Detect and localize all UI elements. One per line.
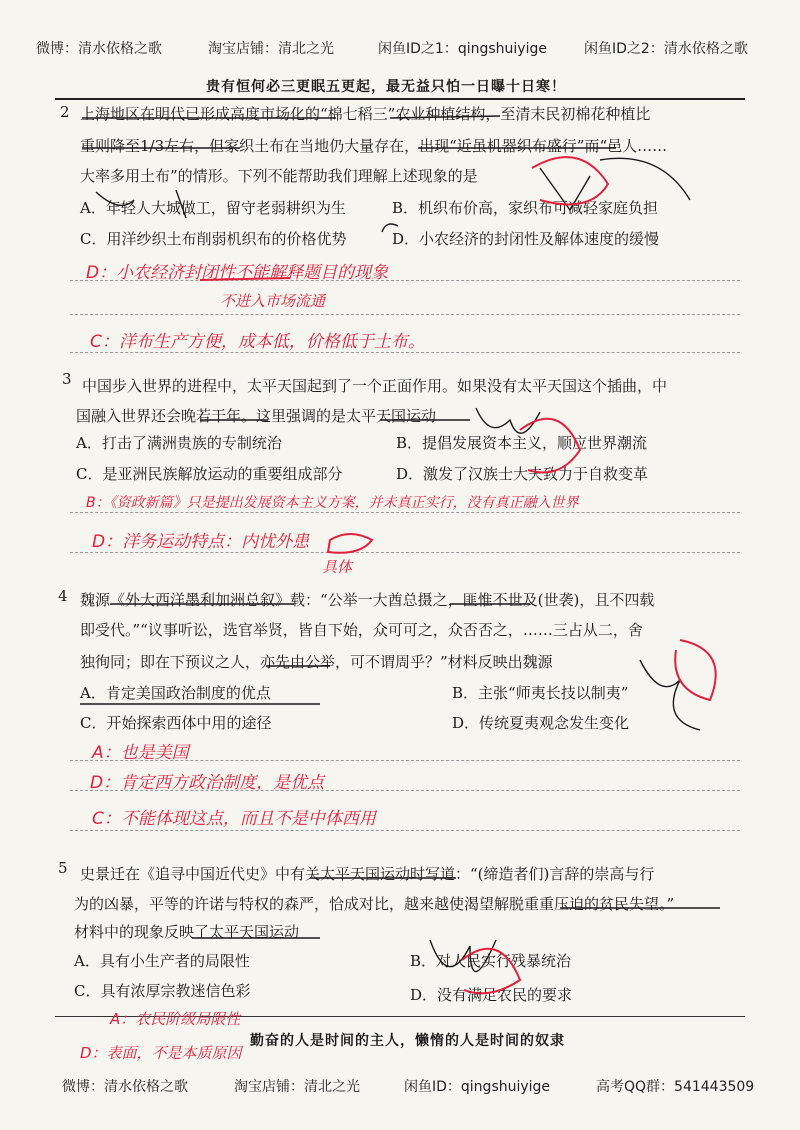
answer-line xyxy=(70,830,740,831)
question-stem-line: 国融入世界还会晚若干年。这里强调的是太平天国运动 xyxy=(76,407,437,425)
handwritten-note: D：表面，不是本质原因 xyxy=(80,1044,242,1062)
question-stem-line: 大率多用土布”的情形。下列不能帮助我们理解上述现象的是 xyxy=(80,167,478,185)
answer-line xyxy=(70,280,740,281)
handwritten-note: 不进入市场流通 xyxy=(220,292,326,310)
option-b: B．对人民实行残暴统治 xyxy=(410,952,572,970)
option-c: C．是亚洲民族解放运动的重要组成部分 xyxy=(76,465,343,483)
question-number: 2 xyxy=(60,103,70,121)
question-stem-line: 史景迁在《追寻中国近代史》中有关太平天国运动时写道：“(缔造者们)言辞的崇高与行 xyxy=(80,865,655,883)
question-stem-line: 即受代。”“议事听讼，选官举贤，皆自下始，众可可之，众否否之，……三占从二，舍 xyxy=(80,621,643,639)
handwritten-note: C：不能体现这点，而且不是中体西用 xyxy=(92,809,376,829)
handwritten-note: B：《资政新篇》只是提出发展资本主义方案，并未真正实行，没有真正融入世界 xyxy=(86,495,579,511)
answer-line xyxy=(70,760,740,761)
question-stem-line: 为的凶暴，平等的许诺与特权的森严，恰成对比，越来越使渴望解脱重重压迫的贫民失望。” xyxy=(74,895,675,913)
circle-mark xyxy=(675,640,715,700)
handwritten-note: 具体 xyxy=(322,558,353,576)
option-a: A．肯定美国政治制度的优点 xyxy=(80,684,271,702)
option-d: D．激发了汉族士大夫致力于自救变革 xyxy=(396,465,649,483)
scribble-mark xyxy=(476,408,540,433)
question-stem-line: 上海地区在明代已形成高度市场化的“棉七稻三”农业种植结构，至清末民初棉花种植比 xyxy=(80,105,651,123)
header-weibo: 微博：清水依格之歌 xyxy=(36,41,162,57)
answer-line xyxy=(70,512,740,513)
footer-xianyu: 闲鱼ID：qingshuiyige xyxy=(404,1079,551,1095)
scribble-mark xyxy=(640,660,700,730)
option-d: D．小农经济的封闭性及解体速度的缓慢 xyxy=(392,230,660,248)
question-stem-line: 中国步入世界的进程中，太平天国起到了一个正面作用。如果没有太平天国这个插曲，中 xyxy=(82,377,668,395)
footer-motto: 勤奋的人是时间的主人，懒惰的人是时间的奴隶 xyxy=(250,1033,565,1049)
answer-line xyxy=(70,790,740,791)
option-a: A．打击了满洲贵族的专制统治 xyxy=(76,434,282,452)
option-d: D．传统夏夷观念发生变化 xyxy=(452,714,630,732)
footer-qq: 高考QQ群：541443509 xyxy=(596,1079,755,1095)
header-motto: 贵有恒何必三更眠五更起，最无益只怕一日曝十日寒！ xyxy=(206,79,566,95)
option-d: D．没有满足农民的要求 xyxy=(410,986,573,1004)
option-a: A．具有小生产者的局限性 xyxy=(74,952,250,970)
option-c: C．开始探索西体中用的途径 xyxy=(80,714,272,732)
option-b: B．机织布价高，家织布可减轻家庭负担 xyxy=(392,199,659,217)
handwritten-note: D：肯定西方政治制度，是优点 xyxy=(90,773,325,793)
circle-mark xyxy=(328,534,372,553)
footer-taobao: 淘宝店铺：清北之光 xyxy=(234,1079,360,1095)
handwritten-note: D：小农经济封闭性不能解释题目的现象 xyxy=(86,263,389,283)
question-number: 4 xyxy=(58,587,68,605)
question-stem-line: 重则降至1/3左右，但家织土布在当地仍大量存在，出现“近虽机器织布盛行”而“邑人…… xyxy=(80,137,668,155)
question-stem-line: 魏源《外大西洋墨利加洲总叙》载：“公举一大酋总摄之，匪惟不世及(世袭)，且不四载 xyxy=(80,591,655,609)
option-c: C．具有浓厚宗教迷信色彩 xyxy=(74,982,251,1000)
answer-line xyxy=(70,552,740,553)
handwritten-note: C：洋布生产方便，成本低，价格低于土布。 xyxy=(90,332,425,352)
option-b: B．提倡发展资本主义，顺应世界潮流 xyxy=(396,434,648,452)
answer-line xyxy=(70,314,740,315)
handwritten-note: A：农民阶级局限性 xyxy=(110,1010,241,1028)
header-xianyu-2: 闲鱼ID之2：清水依格之歌 xyxy=(584,41,748,57)
option-c: C．用洋纱织土布削弱机织布的价格优势 xyxy=(80,230,347,248)
question-number: 3 xyxy=(62,370,72,388)
option-a: A．年轻人大城做工，留守老弱耕织为生 xyxy=(80,199,346,217)
option-b: B．主张“师夷长技以制夷” xyxy=(452,684,629,702)
header-taobao: 淘宝店铺：清北之光 xyxy=(208,41,334,57)
handwritten-note: D：洋务运动特点：内忧外患 xyxy=(92,532,310,552)
question-number: 5 xyxy=(58,859,68,877)
header-xianyu-1: 闲鱼ID之1：qingshuiyige xyxy=(378,41,547,57)
handwritten-note: A：也是美国 xyxy=(92,743,189,763)
question-stem-line: 独徇同；即在下预议之人，亦先由公举，可不谓周乎？”材料反映出魏源 xyxy=(80,653,553,671)
footer-weibo: 微博：清水依格之歌 xyxy=(62,1079,188,1095)
answer-line xyxy=(70,352,740,353)
question-stem-line: 材料中的现象反映了太平天国运动 xyxy=(74,923,300,941)
